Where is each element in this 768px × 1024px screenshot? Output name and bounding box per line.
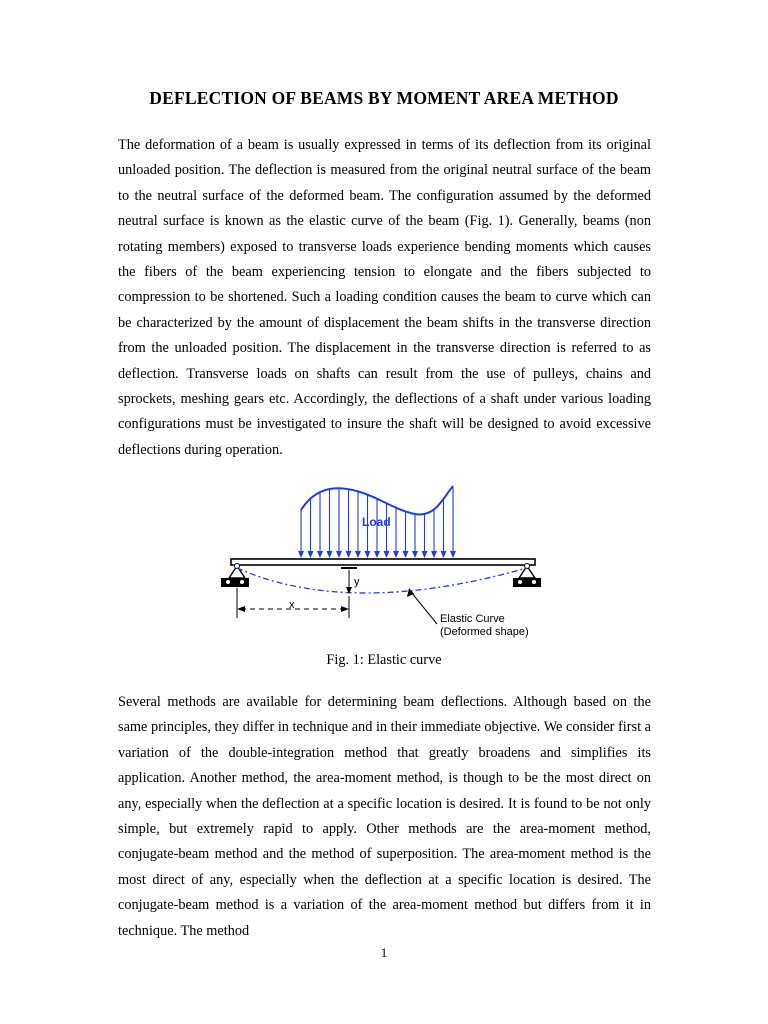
elastic-curve — [237, 568, 527, 593]
load-arrowhead — [450, 551, 456, 558]
load-arrowhead — [403, 551, 409, 558]
curve-label-line2: (Deformed shape) — [440, 626, 529, 638]
curve-label-arrowhead — [407, 588, 414, 597]
load-arrowhead — [355, 551, 361, 558]
left-support-icon — [221, 564, 249, 588]
load-arrowhead — [308, 551, 314, 558]
x-arrowhead-right — [341, 606, 349, 612]
document-title: DEFLECTION OF BEAMS BY MOMENT AREA METHOD — [149, 88, 619, 108]
load-arrowhead — [384, 551, 390, 558]
beam — [231, 559, 535, 565]
paragraph-methods: Several methods are available for determining beam deflections. Although based on the same principles, they differ in technique and in their immediate objective. We consider first a variation of the double-integration method that greatly broadens and simplifies its application. Another method, the area-moment method, is though to be the most direct on any, especially when the deflection at a specific location is desired. It is found to be not only simple, but extremely rapid to apply. Other methods are the area-moment method, conjugate-beam method and the method of superposition. The area-moment method is the most direct of any, especially when the deflection at a specific location is desired. The conjugate-beam method is a variation of the area-moment method but differs from it in technique. The method — [118, 694, 651, 939]
load-arrowhead — [412, 551, 418, 558]
load-arrowhead — [441, 551, 447, 558]
curve-label-leader — [411, 592, 437, 624]
load-arrowhead — [422, 551, 428, 558]
right-support-icon — [513, 564, 541, 588]
curve-label-line1: Elastic Curve — [440, 613, 505, 625]
load-label: Load — [362, 515, 391, 529]
load-arrowhead — [336, 551, 342, 558]
page-number: 1 — [380, 945, 388, 960]
load-arrowhead — [374, 551, 380, 558]
load-arrowhead — [298, 551, 304, 558]
load-arrowhead — [431, 551, 437, 558]
x-label: x — [289, 599, 295, 611]
x-arrowhead-left — [237, 606, 245, 612]
load-arrowhead — [365, 551, 371, 558]
load-arrowhead — [317, 551, 323, 558]
load-arrowhead — [393, 551, 399, 558]
elastic-curve-figure — [215, 478, 555, 644]
load-arrowhead — [346, 551, 352, 558]
y-label: y — [354, 576, 360, 588]
paragraph-intro: The deformation of a beam is usually expressed in terms of its deflection from its original unloaded position. The deflection is measured from the original neutral surface of the beam to the neutral surface of the deformed beam. The configuration assumed by the deformed neutral surface is known as the elastic curve of the beam (Fig. 1). Generally, beams (non rotating members) exposed to transverse loads experience bending moments which causes the fibers of the beam experiencing tension to elongate and the fibers subjected to compression to be shortened. Such a loading condition causes the beam to curve which can be characterized by the amount of displacement the beam shifts in the transverse direction from the unloaded position. The displacement in the transverse direction is referred to as deflection. Transverse loads on shafts can result from the use of pulleys, chains and sprockets, meshing gears etc. Accordingly, the deflections of a shaft under various loading configurations must be investigated to insure the shaft will be designed to avoid excessive deflections during operation. — [118, 137, 651, 458]
figure-caption: Fig. 1: Elastic curve — [326, 652, 442, 668]
load-arrowhead — [327, 551, 333, 558]
